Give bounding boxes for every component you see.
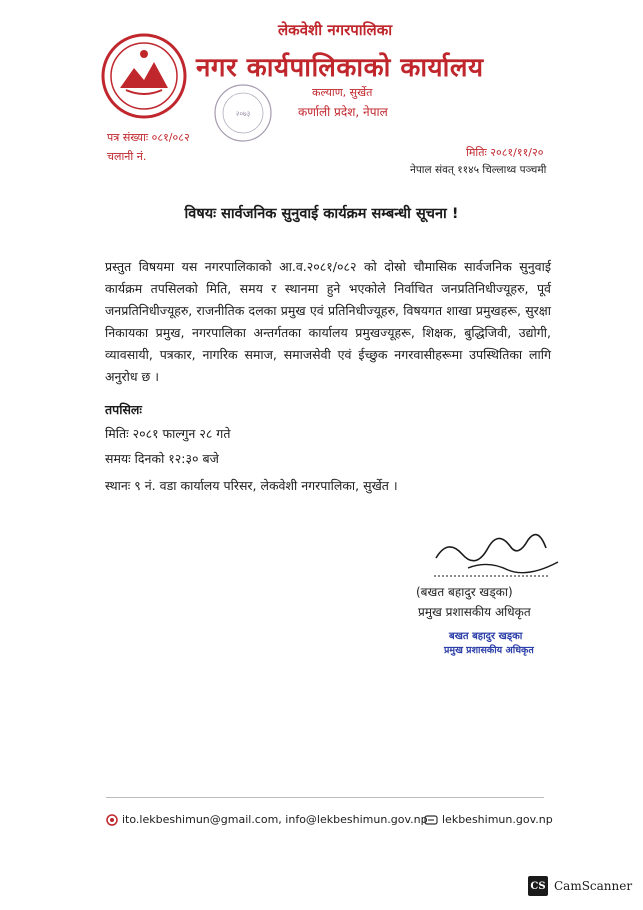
website-url[interactable]: lekbeshimun.gov.np — [442, 813, 553, 826]
footer-email — [106, 813, 428, 826]
signatory-name: (बखत बहादुर खड्का) — [416, 585, 513, 599]
camscanner-logo-icon: CS — [528, 876, 548, 896]
name-stamp: बखत बहादुर खड्का — [449, 631, 523, 642]
office-title: नगर कार्यपालिकाको कार्यालय — [196, 53, 484, 83]
letter-date: मितिः २०८१/११/२० — [466, 146, 544, 159]
office-seal-stamp — [212, 82, 274, 144]
event-time: समयः दिनको १२:३० बजे — [105, 451, 219, 466]
subject-heading: विषयः सार्वजनिक सुनुवाई कार्यक्रम सम्बन्धी सूचना ! — [184, 206, 459, 222]
signatory-title: प्रमुख प्रशासकीय अधिकृत — [418, 605, 531, 619]
camscanner-label: CamScanner — [554, 879, 633, 893]
event-place: स्थानः ९ नं. वडा कार्यालय परिसर, लेकवेशी नगरपालिका, सुर्खेत । — [105, 478, 398, 493]
address-line-1: कल्याण, सुर्खेत — [312, 86, 373, 99]
municipality-name: लेकवेशी नगरपालिका — [278, 21, 393, 39]
handwritten-signature — [428, 518, 578, 588]
svg-text:२०७३: २०७३ — [235, 110, 251, 118]
reference-number: पत्र संख्याः ०८१/०८२ — [107, 131, 190, 144]
notice-body: प्रस्तुत विषयमा यस नगरपालिकाको आ.व.२०८१/०८२ को दोस्रो चौमासिक सार्वजनिक सुनुवाई कार्यक्रम तपसिलको मिति, समय र स्थानमा हुने भएकोले निर्वाचित जनप्रतिनिधीज्यूहरु, पूर्व जनप्रतिनिधीज्यूहरु, राजनीतिक दलका प्रमुख एवं प्रतिनिधीज्यूहरु, विषयगत शाखा प्रमुखहरू, सुरक्षा निकायका प्रमुख, नगरपालिका अन्तर्गतका कार्यालय प्रमुखज्यूहरू, शिक्षक, बुद्धिजिवी, उद्योगी, व्यावसायी, पत्रकार, नागरिक समाज, समाजसेवी एवं ईच्छुक नगरवासीहरूमा उपस्थितिका लागि अनुरोध छ । — [105, 259, 551, 384]
address-line-2: कर्णाली प्रदेश, नेपाल — [298, 105, 388, 119]
website-icon — [424, 814, 438, 826]
email-icon — [106, 814, 118, 826]
nepal-sambat-date: नेपाल संवत् ११४५ चिल्लाथ्व पञ्चमी — [410, 164, 547, 176]
municipality-emblem — [100, 32, 188, 120]
chalani-number: चलानी नं. — [107, 150, 147, 163]
email-addresses[interactable]: ito.lekbeshimun@gmail.com, info@lekbeshimun.gov.np — [122, 813, 428, 826]
footer-divider — [106, 797, 544, 798]
footer-website — [424, 813, 553, 826]
event-date: मितिः २०८१ फाल्गुन २८ गते — [105, 426, 231, 441]
details-heading: तपसिलः — [105, 402, 142, 417]
title-stamp: प्रमुख प्रशासकीय अधिकृत — [444, 645, 534, 656]
camscanner-watermark — [528, 876, 632, 896]
